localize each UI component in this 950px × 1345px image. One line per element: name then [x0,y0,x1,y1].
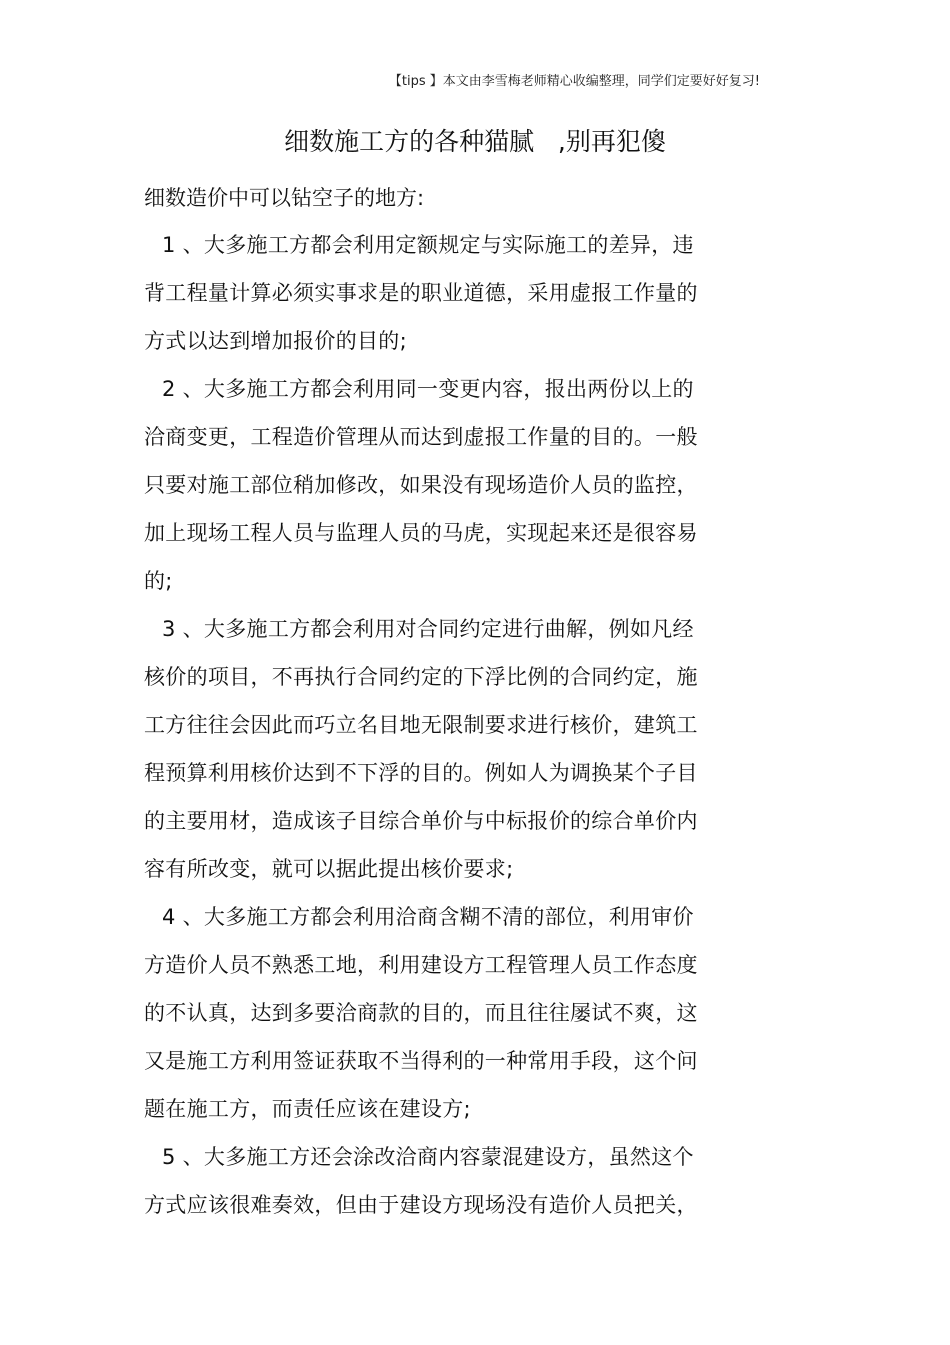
text-line: 又是施工方利用签证获取不当得利的一种常用手段，这个问 [144,1049,698,1073]
body-text [144,230,754,1238]
intro-line: 细数造价中可以钻空子的地方: [144,186,425,210]
text-line: 方造价人员不熟悉工地，利用建设方工程管理人员工作态度 [144,953,698,977]
text-line: 3 、大多施工方都会利用对合同约定进行曲解，例如凡经 [162,617,694,641]
text-line: 工方往往会因此而巧立名目地无限制要求进行核价，建筑工 [144,713,698,737]
text-line: 4 、大多施工方都会利用洽商含糊不清的部位，利用审价 [162,905,694,929]
text-line: 题在施工方，而责任应该在建设方; [144,1097,471,1121]
text-line: 加上现场工程人员与监理人员的马虎，实现起来还是很容易 [144,521,698,545]
text-line: 核价的项目，不再执行合同约定的下浮比例的合同约定，施 [144,665,698,689]
text-line: 只要对施工部位稍加修改，如果没有现场造价人员的监控， [144,473,698,497]
text-line: 1 、大多施工方都会利用定额规定与实际施工的差异，违 [162,233,694,257]
text-line: 的; [144,569,173,593]
text-line: 程预算利用核价达到不下浮的目的。例如人为调换某个子目 [144,761,698,785]
text-line: 的不认真，达到多要洽商款的目的，而且往往屡试不爽，这 [144,1001,698,1025]
text-line: 5 、大多施工方还会涂改洽商内容蒙混建设方，虽然这个 [162,1145,694,1169]
text-line: 方式应该很难奏效，但由于建设方现场没有造价人员把关， [144,1193,698,1217]
text-line: 洽商变更，工程造价管理从而达到虚报工作量的目的。一般 [144,425,698,449]
text-line: 背工程量计算必须实事求是的职业道德，采用虚报工作量的 [144,281,698,305]
text-line: 容有所改变，就可以据此提出核价要求; [144,857,514,881]
text-line: 的主要用材，造成该子目综合单价与中标报价的综合单价内 [144,809,698,833]
page-title: 细数施工方的各种猫腻 ,别再犯傻 [284,127,666,156]
tips-note: 【tips 】本文由李雪梅老师精心收编整理，同学们定要好好复习! [388,74,760,89]
text-line: 2 、大多施工方都会利用同一变更内容，报出两份以上的 [162,377,694,401]
text-line: 方式以达到增加报价的目的; [144,329,407,353]
